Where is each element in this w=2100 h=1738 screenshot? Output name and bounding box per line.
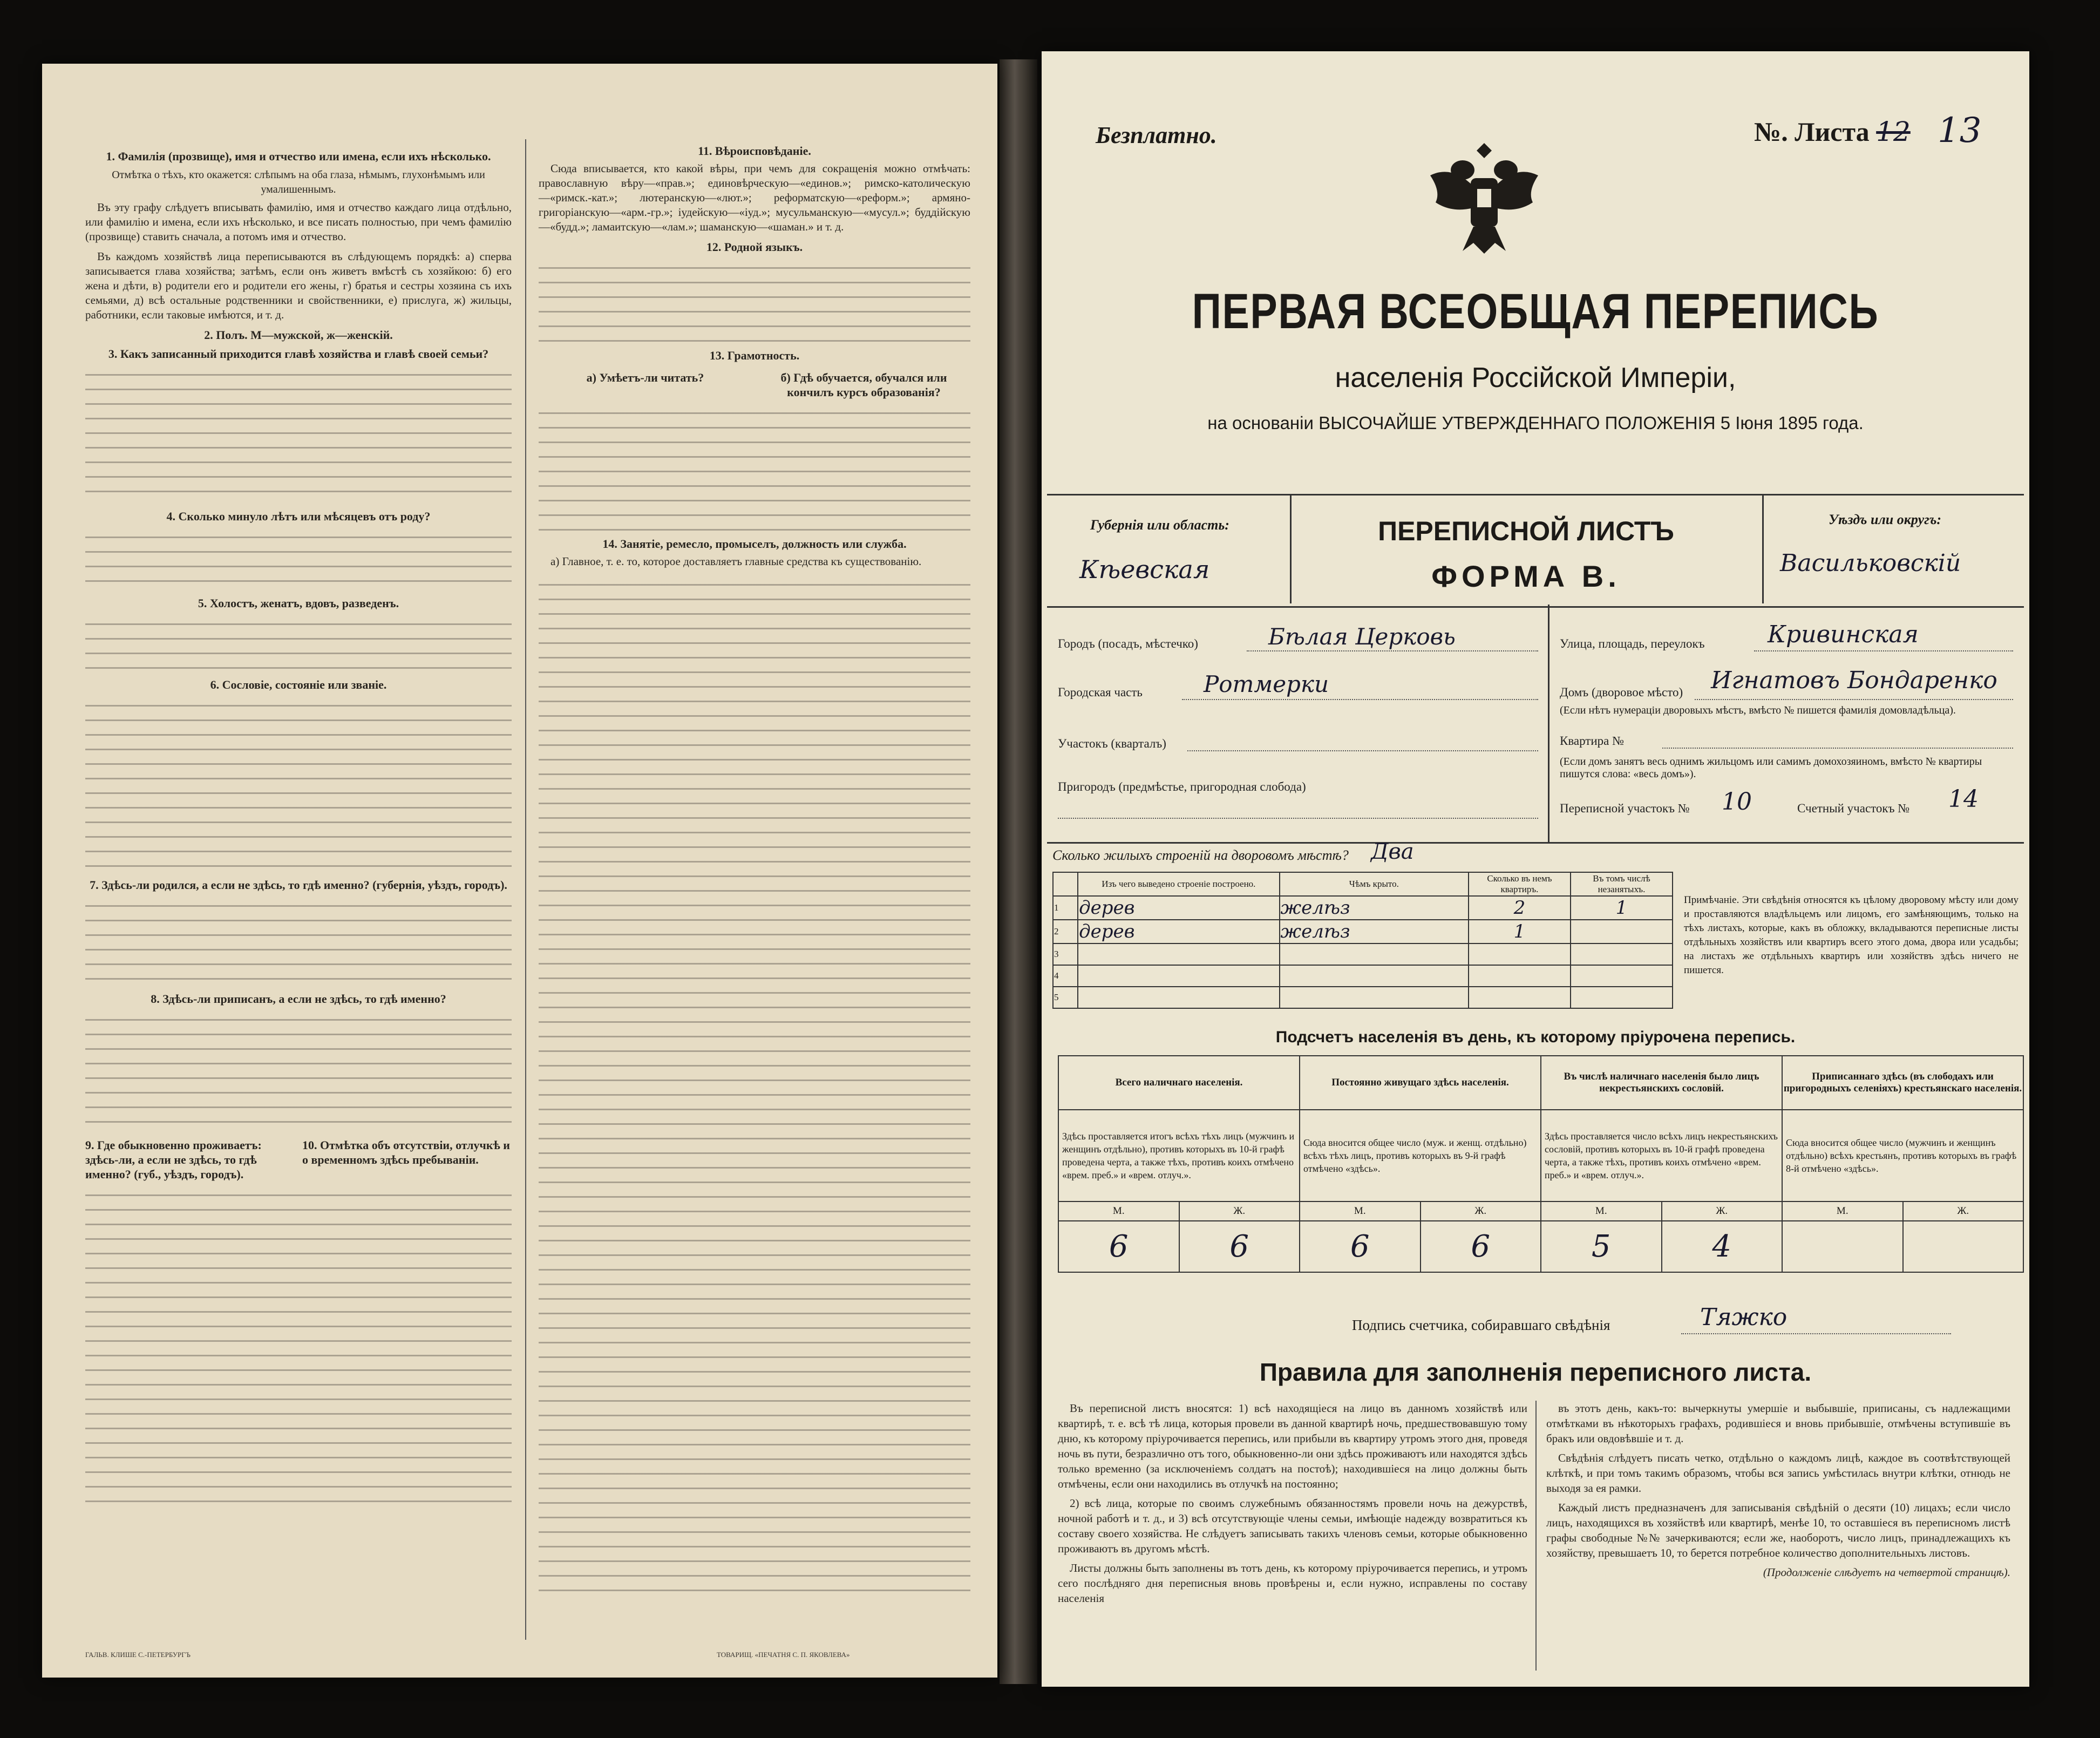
apartments-cell	[1469, 965, 1571, 987]
imperial-eagle-emblem	[1419, 132, 1549, 262]
section-11-heading: 11. Вѣроисповѣданіе.	[698, 144, 811, 158]
row-number: 3	[1053, 943, 1078, 965]
count-permanent-female: 6	[1421, 1221, 1541, 1272]
gorod-label: Городъ (посадъ, мѣстечко)	[1058, 637, 1198, 650]
rules-paragraph: Каждый листъ предназначенъ для записыванія свѣдѣній о десяти (10) лицахъ; если число лицъ, находящихся въ хозяйствѣ или квартирѣ, менѣе 10, то оставшіеся въ переписномъ листѣ графы свободные №№ зачеркиваются; если же, наоборотъ, число лицъ, принадлежащихъ къ хозяйству, превышаетъ 10, то берется потребное количество дополнительныхъ листовъ.	[1546, 1501, 2010, 1559]
table-row	[1053, 896, 1673, 920]
rules-column-2	[1546, 1401, 2010, 1584]
chast-value: Ротмерки	[1204, 671, 1329, 697]
count-header-total: Всего наличнаго населенія.	[1058, 1056, 1300, 1110]
section-10-heading: 10. Отмѣтка объ отсутствіи, отлучкѣ и о временномъ здѣсь пребываніи.	[302, 1138, 510, 1166]
section-1-text-2: Въ каждомъ хозяйствѣ лица переписываются въ слѣдующемъ порядкѣ: а) сперва записывается глава хозяйства; затѣмъ, если онъ живетъ вмѣстѣ съ хозяйкою: б) его жена и дѣти, в) родители его и родители его жены, г) братья и сестры хозяина съ ихъ семьями, д) всѣ остальные родственники и свойственники, е) прислуга, ж) жильцы, работники, если таковые имѣются, и т. д.	[85, 250, 512, 321]
rules-title: Правила для заполненія переписного листа.	[1259, 1358, 1812, 1386]
sheet-number	[1754, 116, 1911, 147]
buildings-header-apartments: Сколько въ немъ квартиръ.	[1469, 872, 1571, 896]
section-8-heading: 8. Здѣсь-ли приписанъ, а если не здѣсь, то гдѣ именно?	[151, 992, 446, 1006]
schetny-label: Счетный участокъ №	[1797, 802, 1910, 815]
uezd-value: Васильковскій	[1780, 549, 1961, 577]
schetny-value: 14	[1948, 785, 1979, 813]
prigorod-line	[1058, 818, 1538, 819]
roof-cell	[1280, 943, 1469, 965]
population-count-table	[1058, 1055, 2024, 1273]
roof-cell	[1280, 965, 1469, 987]
roof-cell: желѣз	[1280, 896, 1469, 920]
dom-note: (Если нѣтъ нумераціи дворовыхъ мѣстъ, вмѣсто № пишется фамилія домовладѣльца).	[1560, 704, 1956, 716]
row-number: 5	[1053, 987, 1078, 1008]
rules-column-1	[1058, 1401, 1527, 1610]
count-total-female: 6	[1179, 1221, 1300, 1272]
count-desc-non-peasant: Здѣсь проставляется число всѣхъ лицъ некрестьянскихъ сословій, противъ которыхъ въ 10-й графѣ проведена черта, а также тѣхъ, противъ коихъ отмѣчено «врем. преб.» и «врем. отлуч.».	[1541, 1110, 1782, 1201]
buildings-header-material: Изъ чего выведено строеніе построено.	[1078, 872, 1279, 896]
form-title: ПЕРЕПИСНОЙ ЛИСТЪ	[1378, 516, 1674, 546]
address-divider	[1548, 605, 1549, 842]
col-male-label: М.	[1782, 1201, 1903, 1221]
table-row	[1053, 920, 1673, 943]
gorod-line	[1247, 650, 1538, 651]
col-female-label: Ж.	[1903, 1201, 2024, 1221]
count-non-peasant-male: 5	[1541, 1221, 1662, 1272]
rules-paragraph: 2) всѣ лица, которые по своимъ служебнымъ обязанностямъ провели ночь на дежурствѣ, ночной работѣ и т. д., и 3) всѣ отсутствующіе члены семьи, имѣющіе надежду возвратиться къ составу своего хозяйства. Не слѣдуетъ записывать такихъ членовъ семьи, которые обыкновенно проживаютъ въ другомъ мѣстѣ.	[1058, 1497, 1527, 1555]
perepisnoi-value: 10	[1722, 788, 1752, 816]
section-1-heading: 1. Фамилія (прозвище), имя и отчество или имена, если ихъ нѣсколько.	[106, 150, 491, 163]
material-cell: дерев	[1078, 896, 1279, 920]
ulica-line	[1754, 650, 2013, 651]
kvartira-label: Квартира №	[1560, 734, 1625, 748]
roof-cell	[1280, 987, 1469, 1008]
sheet-number-label: №. Листа	[1754, 117, 1870, 147]
section-5-text	[85, 614, 512, 673]
dom-value: Игнатовъ Бондаренко	[1711, 667, 1997, 694]
buildings-col-number	[1053, 872, 1078, 896]
section-13b-heading: б) Гдѣ обучается, обучался или кончилъ курсъ образованія?	[780, 371, 947, 399]
vacant-cell	[1571, 920, 1673, 943]
section-14-text: а) Главное, т. е. то, которое доставляетъ главные средства къ существованію.	[551, 555, 922, 568]
col-male-label: М.	[1058, 1201, 1179, 1221]
perepisnoi-label: Переписной участокъ №	[1560, 802, 1690, 815]
corner-page-number: 13	[1938, 111, 1982, 151]
section-14-body	[539, 574, 970, 1600]
count-total-male: 6	[1058, 1221, 1179, 1272]
chast-label: Городская часть	[1058, 685, 1143, 699]
ulica-label: Улица, площадь, переулокъ	[1560, 637, 1705, 650]
count-desc-peasant: Сюда вносится общее число (мужчинъ и женщинъ отдѣльно) всѣхъ крестьянъ, противъ которыхъ въ графѣ 8-й отмѣчено «здѣсь».	[1782, 1110, 2023, 1201]
table-row	[1053, 987, 1673, 1008]
primechanie-note: Примѣчаніе. Эти свѣдѣнія относятся къ цѣлому дворовому мѣсту или дому и проставляются владѣльцемъ или лицомъ, его замѣняющимъ, только на тѣхъ листахъ, которые, какъ въ обложку, вкладываются переписные листы отдѣльныхъ хозяйствъ или квартиръ всего этого дома, двора или усадьбы; на листахъ же отдѣльныхъ квартиръ или хозяйствъ здѣсь ничего не пишется.	[1684, 894, 2019, 976]
section-13-text	[539, 403, 970, 532]
kvartira-note: (Если домъ занятъ весь однимъ жильцомъ или самимъ домохозяиномъ, вмѣсто № квартиры пишутся слова: «весь домъ»).	[1560, 756, 1982, 780]
rules-divider	[1535, 1401, 1537, 1671]
printer-footer-right: ТОВАРИЩ. «ПЕЧАТНЯ С. П. ЯКОВЛЕВА»	[717, 1651, 850, 1659]
vacant-cell	[1571, 987, 1673, 1008]
signature-label: Подпись счетчика, собиравшаго свѣдѣнія	[1352, 1317, 1610, 1333]
col-female-label: Ж.	[1421, 1201, 1541, 1221]
col-female-label: Ж.	[1179, 1201, 1300, 1221]
gubernia-value: Кѣевская	[1079, 555, 1210, 584]
left-page-instructions	[42, 64, 997, 1678]
section-11-text: Сюда вписывается, кто какой вѣры, при чемъ для сокращенія можно отмѣчать: православную вѣру—«прав.»; единовѣрческую—«единов.»; римско-католическую—«римск.-кат.»; лютеранскую—«лют.»; реформатскую—«реформ.»; армяно-григоріанскую—«арм.-гр.»; іудейскую—«іуд.»; мусульманскую—«мусул.»; буддійскую—«будд.»; ламаитскую—«лам.»; шаманскую—«шаман.» и т. д.	[539, 162, 970, 233]
instructions-column-1	[85, 145, 512, 1509]
count-header-permanent: Постоянно живущаго здѣсь населенія.	[1300, 1056, 1541, 1110]
buildings-table	[1052, 872, 1673, 1009]
col-female-label: Ж.	[1662, 1201, 1783, 1221]
section-13-heading: 13. Грамотность.	[709, 349, 800, 362]
gorod-value: Бѣлая Церковь	[1268, 623, 1456, 650]
vacant-cell	[1571, 965, 1673, 987]
uchastok-label: Участокъ (кварталъ)	[1058, 737, 1166, 750]
col-male-label: М.	[1541, 1201, 1662, 1221]
apartments-cell	[1469, 943, 1571, 965]
rules-paragraph: Листы должны быть заполнены въ тотъ день, къ которому пріурочивается перепись, и утромъ сего послѣдняго дня переписныя вновь провѣрены и, если нужно, исправлены по составу населенія	[1058, 1562, 1527, 1605]
material-cell: дерев	[1078, 920, 1279, 943]
apartments-cell	[1469, 987, 1571, 1008]
section-7-text	[85, 895, 512, 987]
row-number: 2	[1053, 920, 1078, 943]
stroenia-value: Два	[1371, 839, 1414, 864]
instructions-column-2	[539, 139, 970, 1600]
section-6-heading: 6. Сословіе, состояніе или званіе.	[210, 678, 387, 691]
chast-line	[1182, 699, 1538, 700]
count-non-peasant-female: 4	[1662, 1221, 1783, 1272]
section-1b-heading: Отмѣтка о тѣхъ, кто окажется: слѣпымъ на оба глаза, нѣмымъ, глухонѣмымъ или умалишеннымъ.	[112, 169, 485, 195]
section-13a-heading: а) Умѣетъ-ли читать?	[586, 371, 704, 384]
section-9-heading: 9. Где обыкновенно проживаетъ: здѣсь-ли, а если не здѣсь, то гдѣ именно? (губ., уѣздъ, городъ).	[85, 1138, 262, 1181]
section-12-heading: 12. Родной языкъ.	[706, 240, 803, 254]
count-peasant-female	[1903, 1221, 2024, 1272]
section-9-10-text	[85, 1185, 512, 1509]
count-header-non-peasant: Въ числѣ наличнаго населенія было лицъ некрестьянскихъ сословій.	[1541, 1056, 1782, 1110]
table-row	[1053, 965, 1673, 987]
row-number: 4	[1053, 965, 1078, 987]
printer-footer-left: ГАЛЬВ. КЛИШЕ С.-ПЕТЕРБУРГЪ	[85, 1651, 191, 1659]
section-1-text: Въ эту графу слѣдуетъ вписывать фамилію, имя и отчество каждаго лица отдѣльно, или фамилію и имена, если ихъ нѣсколько, и все писать полностью, при чемъ фамилію (прозвище) ставить сначала, а потомъ имя и отчество.	[85, 201, 512, 243]
count-desc-permanent: Сюда вносится общее число (муж. и женщ. отдѣльно) всѣхъ тѣхъ лицъ, противъ которыхъ въ 9-й графѣ отмѣчено «здѣсь».	[1300, 1110, 1541, 1201]
rules-paragraph: Свѣдѣнія слѣдуетъ писать четко, отдѣльно о каждомъ лицѣ, каждое въ соотвѣтствующей клѣткѣ, и при томъ такимъ образомъ, чтобы вся запись умѣстилась внутри клѣтки, отнюдь не выходя за ея рамки.	[1546, 1451, 2010, 1495]
apartments-cell: 1	[1469, 920, 1571, 943]
gubernia-label: Губернія или область:	[1090, 517, 1229, 533]
table-row	[1053, 943, 1673, 965]
signature-value: Тяжко	[1700, 1304, 1788, 1331]
vacant-cell	[1571, 943, 1673, 965]
census-basis: на основаніи ВЫСОЧАЙШЕ УТВЕРЖДЕННАГО ПОЛОЖЕНІЯ 5 Іюня 1895 года.	[1207, 413, 1864, 433]
census-subtitle: населенія Россійской Имперіи,	[1335, 362, 1736, 393]
section-14-heading: 14. Занятіе, ремесло, промыселъ, должность или служба.	[602, 537, 907, 551]
signature-line	[1681, 1333, 1951, 1334]
kvartira-line	[1662, 748, 2013, 749]
material-cell	[1078, 943, 1279, 965]
rules-continued-note: (Продолженіе слѣдуетъ на четвертой страницѣ).	[1763, 1566, 2010, 1579]
address-bottom-rule	[1047, 842, 2024, 844]
section-3-heading: 3. Какъ записанный приходится главѣ хозяйства и главѣ своей семьи?	[108, 347, 489, 361]
podschet-title: Подсчетъ населенія въ день, къ которому пріурочена перепись.	[1275, 1028, 1796, 1046]
buildings-header-roof: Чѣмъ крыто.	[1280, 872, 1469, 896]
right-page-census-form	[1042, 51, 2029, 1687]
section-7-heading: 7. Здѣсь-ли родился, а если не здѣсь, то гдѣ именно? (губернія, уѣздъ, городъ).	[90, 878, 507, 892]
apartments-cell: 2	[1469, 896, 1571, 920]
form-subtitle: ФОРМА В.	[1431, 559, 1621, 593]
stroenia-label: Сколько жилыхъ строеній на дворовомъ мѣстѣ?	[1052, 847, 1349, 863]
prigorod-label: Пригородъ (предмѣстье, пригородная слобода)	[1058, 780, 1306, 793]
col-male-label: М.	[1300, 1201, 1421, 1221]
uezd-box	[1762, 495, 2026, 603]
count-desc-total: Здѣсь проставляется итогъ всѣхъ тѣхъ лицъ (мужчинъ и женщинъ отдѣльно), противъ которыхъ въ 10-й графѣ проведена черта, а также тѣхъ, противъ коихъ отмѣчено «врем. преб.» и «врем. отлуч.».	[1058, 1110, 1300, 1201]
buildings-header-vacant: Въ томъ числѣ незанятыхъ.	[1571, 872, 1673, 896]
section-2-heading: 2. Полъ. М—мужской, ж—женскій.	[204, 328, 393, 342]
row-number: 1	[1053, 896, 1078, 920]
count-peasant-male	[1782, 1221, 1903, 1272]
free-of-charge-label: Безплатно.	[1096, 122, 1217, 148]
section-12-text	[539, 257, 970, 344]
section-3-text	[85, 364, 512, 505]
sheet-number-value: 12	[1876, 116, 1911, 147]
count-header-peasant: Приписаннаго здѣсь (въ слободахъ или пригородныхъ селеніяхъ) крестьянскаго населенія.	[1782, 1056, 2023, 1110]
census-title: ПЕРВАЯ ВСЕОБЩАЯ ПЕРЕПИСЬ	[1192, 284, 1879, 339]
ulica-value: Кривинская	[1768, 621, 1919, 648]
section-5-heading: 5. Холостъ, женатъ, вдовъ, разведенъ.	[198, 596, 399, 610]
book-spine	[1000, 59, 1037, 1684]
uezd-label: Уѣздъ или округъ:	[1829, 512, 1942, 527]
dom-line	[1695, 699, 2013, 700]
column-divider	[525, 139, 526, 1640]
vacant-cell: 1	[1571, 896, 1673, 920]
count-permanent-male: 6	[1300, 1221, 1421, 1272]
section-4-heading: 4. Сколько минуло лѣтъ или мѣсяцевъ отъ роду?	[166, 510, 431, 523]
section-8-text	[85, 1009, 512, 1133]
material-cell	[1078, 987, 1279, 1008]
section-6-text	[85, 695, 512, 873]
roof-cell: желѣз	[1280, 920, 1469, 943]
gubernia-box	[1047, 495, 1292, 603]
rules-paragraph: въ этотъ день, какъ-то: вычеркнуты умершіе и выбывшіе, приписаны, съ надлежащими отмѣтками въ нѣкоторыхъ графахъ, родившіеся и вновь прибывшіе, отмѣчены вступившіе въ бракъ или овдовѣвшіе и т. д.	[1546, 1402, 2010, 1445]
uchastok-line	[1187, 750, 1538, 751]
section-4-text	[85, 527, 512, 592]
rules-paragraph: Въ переписной листъ вносятся: 1) всѣ находящіеся на лицо въ данномъ хозяйствѣ или квартирѣ, т. е. всѣ тѣ лица, которыя провели въ данной квартирѣ ночь, предшествовавшую тому дню, къ которому пріурочивается перепись, или прибыли въ квартиру утромъ этого дня, проведя ночь въ пути, безразлично отъ того, обыкновенно-ли они здѣсь проживаютъ или находятся здѣсь только временно (за исключеніемъ солдатъ на постоѣ); находившіеся на лицо должны быть отмѣчены, если они находились въ отлучкѣ на постоянно;	[1058, 1402, 1527, 1490]
dom-label: Домъ (дворовое мѣсто)	[1560, 685, 1683, 699]
material-cell	[1078, 965, 1279, 987]
